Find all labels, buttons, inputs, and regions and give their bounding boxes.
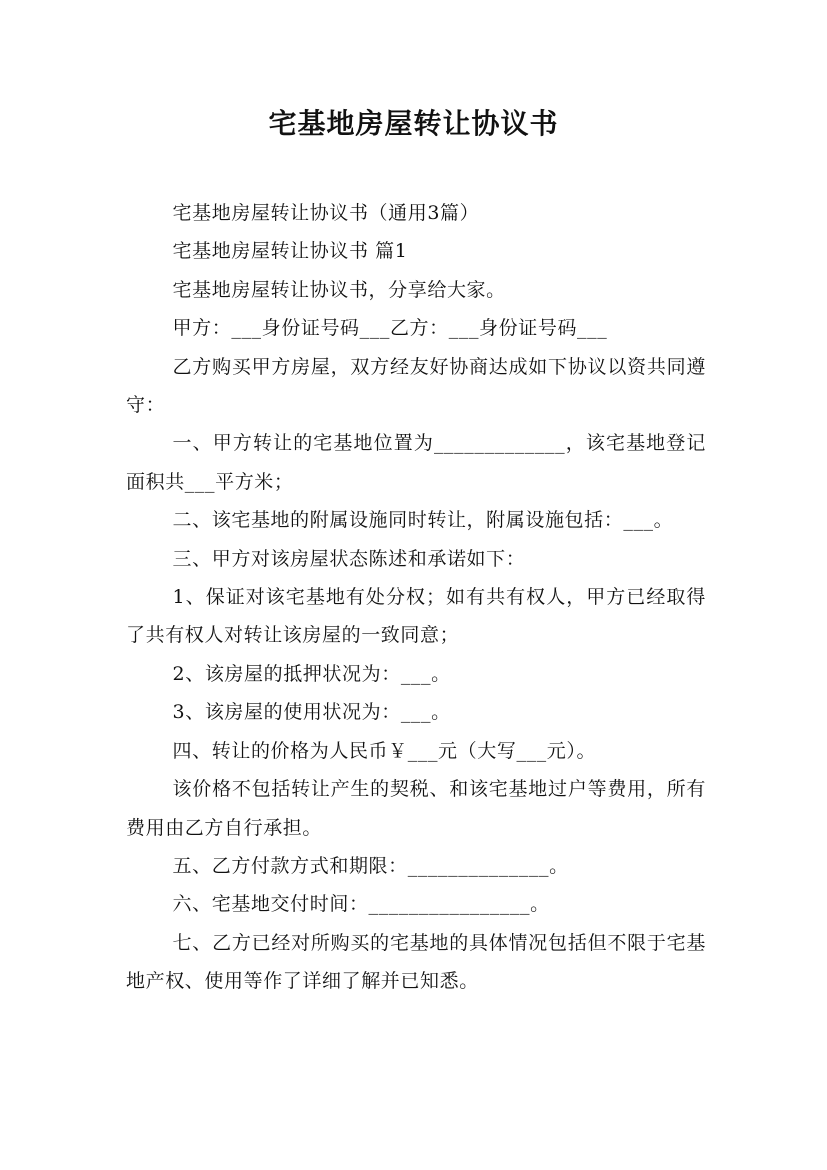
- paragraph: 3、该房屋的使用状况为：___。: [172, 701, 451, 724]
- paragraph: 2、该房屋的抵押状况为：___。: [172, 662, 451, 685]
- paragraph: 六、宅基地交付时间：________________。: [172, 893, 550, 916]
- paragraph: 宅基地房屋转让协议书 篇1: [172, 240, 408, 263]
- document-body: [126, 194, 706, 1001]
- paragraph: 宅基地房屋转让协议书（通用3篇）: [172, 202, 480, 224]
- paragraph: 七、乙方已经对所购买的宅基地的具体情况包括但不限于宅基地产权、使用等作了详细了解并已知悉。: [126, 931, 706, 993]
- paragraph: 三、甲方对该房屋状态陈述和承诺如下：: [172, 547, 526, 570]
- paragraph: 该价格不包括转让产生的契税、和该宅基地过户等费用，所有费用由乙方自行承担。: [126, 778, 706, 839]
- document-title: 宅基地房屋转让协议书: [268, 107, 559, 140]
- paragraph: 1、保证对该宅基地有处分权；如有共有权人，甲方已经取得了共有权人对转让该房屋的一致同意；: [126, 586, 706, 647]
- paragraph: 五、乙方付款方式和期限：______________。: [172, 854, 569, 877]
- paragraph: 四、转让的价格为人民币￥___元（大写___元）。: [172, 739, 597, 762]
- paragraph: 乙方购买甲方房屋，双方经友好协商达成如下协议以资共同遵守：: [126, 355, 706, 417]
- paragraph: 宅基地房屋转让协议书，分享给大家。: [172, 278, 506, 301]
- paragraph: 二、该宅基地的附属设施同时转让，附属设施包括：___。: [172, 509, 674, 532]
- paragraph: 一、甲方转让的宅基地位置为_____________，该宅基地登记面积共___平方米；: [126, 432, 706, 493]
- paragraph: 甲方：___身份证号码___乙方：___身份证号码___: [172, 317, 608, 340]
